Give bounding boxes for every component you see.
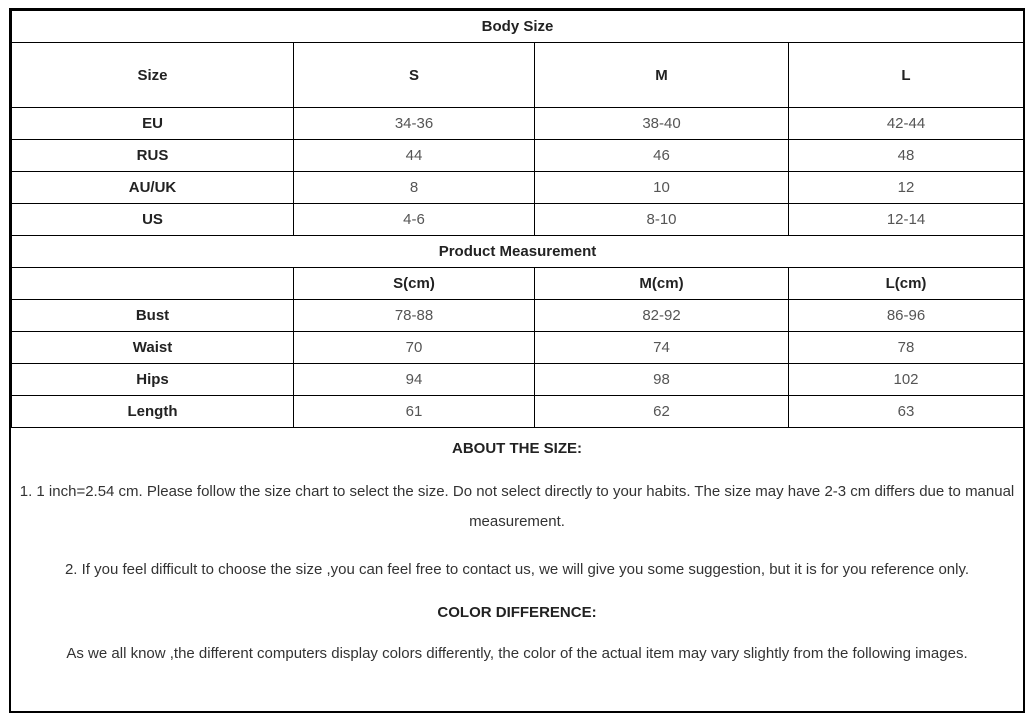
cell: 102	[789, 364, 1024, 396]
cell: 70	[294, 332, 535, 364]
header-l: L	[789, 43, 1024, 108]
row-label-hips: Hips	[12, 364, 294, 396]
cell: 61	[294, 396, 535, 428]
row-label-auuk: AU/UK	[12, 172, 294, 204]
cell: 82-92	[535, 300, 789, 332]
header-m: M	[535, 43, 789, 108]
table-row	[12, 364, 1024, 396]
product-measurement-header-row	[12, 268, 1024, 300]
cell: 86-96	[789, 300, 1024, 332]
cell: 12-14	[789, 204, 1024, 236]
cell: 63	[789, 396, 1024, 428]
cell: 8-10	[535, 204, 789, 236]
header-s-cm: S(cm)	[294, 268, 535, 300]
table-row	[12, 172, 1024, 204]
cell: 4-6	[294, 204, 535, 236]
size-table	[11, 10, 1024, 428]
header-l-cm: L(cm)	[789, 268, 1024, 300]
note-2: 2. If you feel difficult to choose the size ,you can feel free to contact us, we will give you some suggestion, but it is for you reference only.	[64, 561, 970, 578]
cell: 74	[535, 332, 789, 364]
cell: 94	[294, 364, 535, 396]
table-row	[12, 300, 1024, 332]
cell: 34-36	[294, 108, 535, 140]
table-row	[12, 204, 1024, 236]
color-note: As we all know ,the different computers display colors differently, the color of the actual item may vary slightly from the following images.	[66, 645, 968, 662]
cell: 8	[294, 172, 535, 204]
cell: 98	[535, 364, 789, 396]
cell: 44	[294, 140, 535, 172]
cell: 62	[535, 396, 789, 428]
body-size-title: Body Size	[12, 11, 1024, 43]
note-1: 1. 1 inch=2.54 cm. Please follow the size chart to select the size. Do not select directly to your habits. The size may have 2-3 cm differs due to manual measurement.	[19, 483, 1015, 530]
table-row	[12, 108, 1024, 140]
body-size-title-row	[12, 11, 1024, 43]
body-size-header-row	[12, 43, 1024, 108]
row-label-eu: EU	[12, 108, 294, 140]
cell: 38-40	[535, 108, 789, 140]
header-empty	[12, 268, 294, 300]
row-label-rus: RUS	[12, 140, 294, 172]
cell: 48	[789, 140, 1024, 172]
about-size-heading: ABOUT THE SIZE:	[452, 440, 582, 457]
table-row	[12, 332, 1024, 364]
row-label-bust: Bust	[12, 300, 294, 332]
cell: 78	[789, 332, 1024, 364]
cell: 42-44	[789, 108, 1024, 140]
cell: 12	[789, 172, 1024, 204]
product-measurement-title: Product Measurement	[12, 236, 1024, 268]
table-row	[12, 396, 1024, 428]
color-difference-heading: COLOR DIFFERENCE:	[437, 604, 597, 621]
header-s: S	[294, 43, 535, 108]
cell: 78-88	[294, 300, 535, 332]
product-measurement-title-row	[12, 236, 1024, 268]
size-notes	[11, 439, 1023, 669]
table-row	[12, 140, 1024, 172]
row-label-us: US	[12, 204, 294, 236]
size-chart-frame	[9, 8, 1025, 713]
cell: 46	[535, 140, 789, 172]
header-m-cm: M(cm)	[535, 268, 789, 300]
row-label-waist: Waist	[12, 332, 294, 364]
cell: 10	[535, 172, 789, 204]
header-size: Size	[12, 43, 294, 108]
row-label-length: Length	[12, 396, 294, 428]
